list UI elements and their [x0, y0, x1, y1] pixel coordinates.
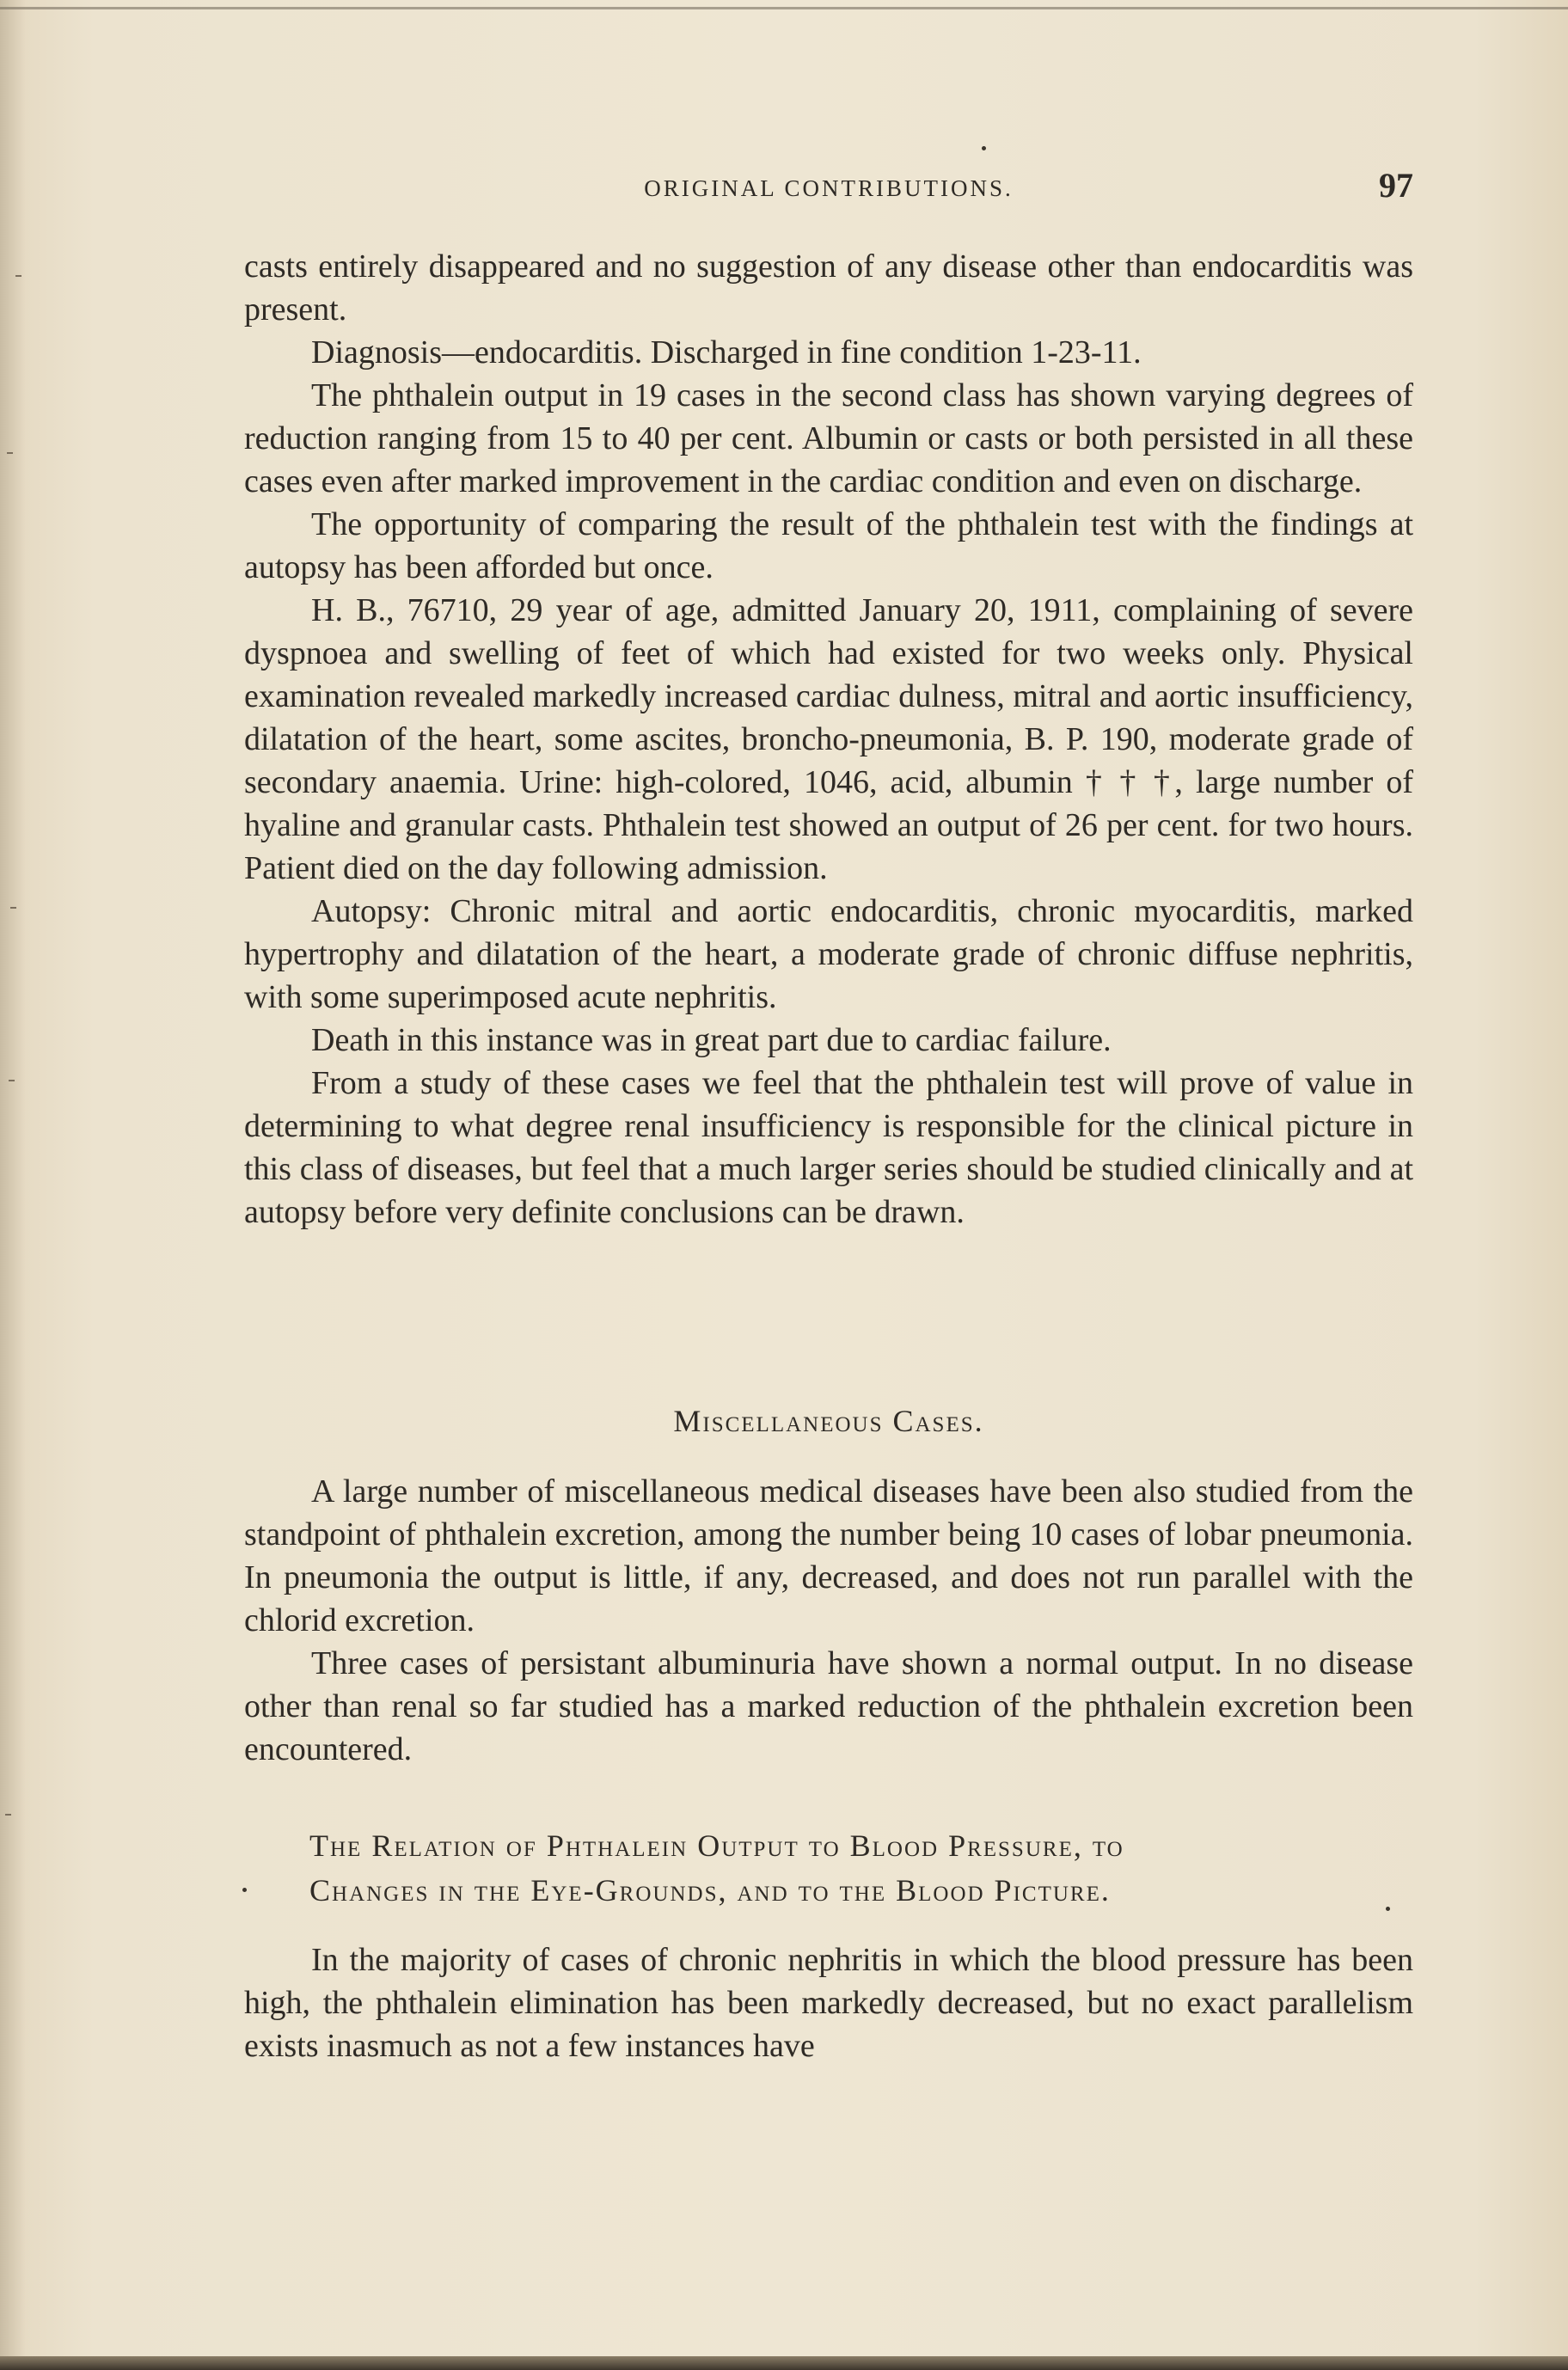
ink-speck [982, 146, 986, 150]
margin-mark [7, 452, 13, 454]
section-heading-line: Changes in the Eye-Grounds, and to the Blood Picture. [309, 1873, 1111, 1908]
paragraph: casts entirely disappeared and no suggestion of any disease other than endocarditis was present. [244, 248, 1413, 328]
page-gutter-shadow [0, 0, 26, 2370]
section-heading-line: The Relation of Phthalein Output to Blood Pressure, to [309, 1828, 1124, 1863]
running-title: ORIGINAL CONTRIBUTIONS. [644, 175, 1014, 201]
section-heading-relation [309, 1823, 1375, 1913]
margin-mark [9, 1080, 15, 1081]
paragraph: In the majority of cases of chronic nephritis in which the blood pressure has been high, the phthalein elimination has been markedly decreased, but no exact parallelism exists inasmuch as not a few instances have [244, 1942, 1413, 2064]
paragraph: From a study of these cases we feel that the phthalein test will prove of value in determining to what degree renal insufficiency is responsible for the clinical picture in this class of diseases, but feel that a much larger series should be studied clinically and at autopsy before very definite conclusions can be drawn. [244, 1065, 1413, 1230]
page-number: 97 [1379, 166, 1413, 205]
running-header [244, 165, 1413, 208]
body-text-block-2 [244, 1470, 1413, 1771]
section-heading-miscellaneous: Miscellaneous Cases. [673, 1404, 984, 1438]
paragraph: The opportunity of comparing the result of the phthalein test with the findings at autopsy has been afforded but once. [244, 506, 1413, 585]
body-text-block-3 [244, 1938, 1413, 2067]
top-edge-line [0, 7, 1568, 9]
paragraph: A large number of miscellaneous medical diseases have been also studied from the standpoint of phthalein excretion, among the number being 10 cases of lobar pneumonia. In pneumonia the output is little, if any, decreased, and does not run parallel with the chlorid excretion. [244, 1473, 1413, 1638]
paragraph: Death in this instance was in great part due to cardiac failure. [311, 1022, 1112, 1058]
ink-speck [1386, 1907, 1390, 1911]
paragraph: Three cases of persistant albuminuria have shown a normal output. In no disease other than renal so far studied has a marked reduction of the phthalein excretion been encountered. [244, 1645, 1413, 1767]
bottom-page-edge [0, 2356, 1568, 2370]
body-text-block-1 [244, 245, 1413, 1234]
margin-mark [15, 275, 21, 277]
paragraph: Diagnosis—endocarditis. Discharged in fine condition 1-23-11. [311, 334, 1142, 371]
margin-mark [10, 907, 16, 909]
paragraph: H. B., 76710, 29 year of age, admitted January 20, 1911, complaining of severe dyspnoea and swelling of feet of which had existed for two weeks only. Physical examination revealed markedly increased cardiac dulness, mitral and aortic insufficiency, dilatation of the heart, some ascites, broncho-pneumonia, B. P. 190, moderate grade of secondary anaemia. Urine: high-colored, 1046, acid, albumin † † †, large number of hyaline and granular casts. Phthalein test showed an output of 26 per cent. for two hours. Patient died on the day following admission. [244, 592, 1413, 886]
margin-mark [5, 1814, 11, 1816]
paragraph: Autopsy: Chronic mitral and aortic endocarditis, chronic myocarditis, marked hypertrophy and dilatation of the heart, a moderate grade of chronic diffuse nephritis, with some superimposed acute nephritis. [244, 893, 1413, 1015]
paragraph: The phthalein output in 19 cases in the second class has shown varying degrees of reduction ranging from 15 to 40 per cent. Albumin or casts or both persisted in all these cases even after marked improvement in the cardiac condition and even on discharge. [244, 377, 1413, 499]
ink-speck [242, 1888, 247, 1892]
